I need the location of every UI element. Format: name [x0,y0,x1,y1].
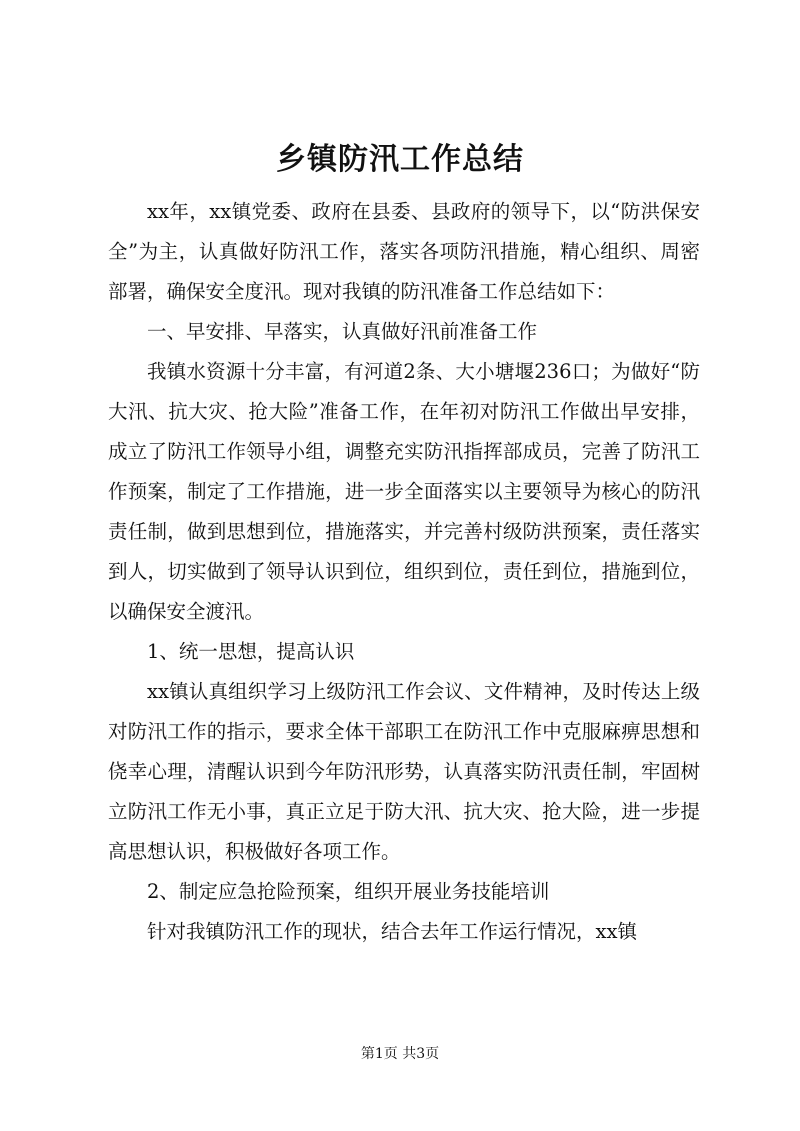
document-body [108,192,700,952]
paragraph-subsection-2: 针对我镇防汛工作的现状，结合去年工作运行情况，xx镇 [147,920,637,943]
subsection-heading-2: 2、制定应急抢险预案，组织开展业务技能培训 [147,880,550,903]
page-footer: 第1页 共3页 [360,1046,440,1062]
subsection-heading-1: 1、统一思想，提高认识 [147,640,355,663]
paragraph-intro: xx年，xx镇党委、政府在县委、县政府的领导下，以“防洪保安全”为主，认真做好防汛工作，落实各项防汛措施，精心组织、周密部署，确保安全度汛。现对我镇的防汛准备工作总结如下： [108,200,700,303]
paragraph-section-1: 我镇水资源十分丰富，有河道2条、大小塘堰236口；为做好“防大汛、抗大灾、抢大险”准备工作，在年初对防汛工作做出早安排，成立了防汛工作领导小组，调整充实防汛指挥部成员，完善了防汛工作预案，制定了工作措施，进一步全面落实以主要领导为核心的防汛责任制，做到思想到位，措施落实，并完善村级防洪预案，责任落实到人，切实做到了领导认识到位，组织到位，责任到位，措施到位，以确保安全渡汛。 [108,360,700,623]
paragraph-subsection-1: xx镇认真组织学习上级防汛工作会议、文件精神，及时传达上级对防汛工作的指示，要求全体干部职工在防汛工作中克服麻痹思想和侥幸心理，清醒认识到今年防汛形势，认真落实防汛责任制，牢固树立防汛工作无小事，真正立足于防大汛、抗大灾、抢大险，进一步提高思想认识，积极做好各项工作。 [108,680,700,863]
document-title: 乡镇防汛工作总结 [276,142,524,177]
section-heading-1: 一、早安排、早落实，认真做好汛前准备工作 [147,320,538,343]
